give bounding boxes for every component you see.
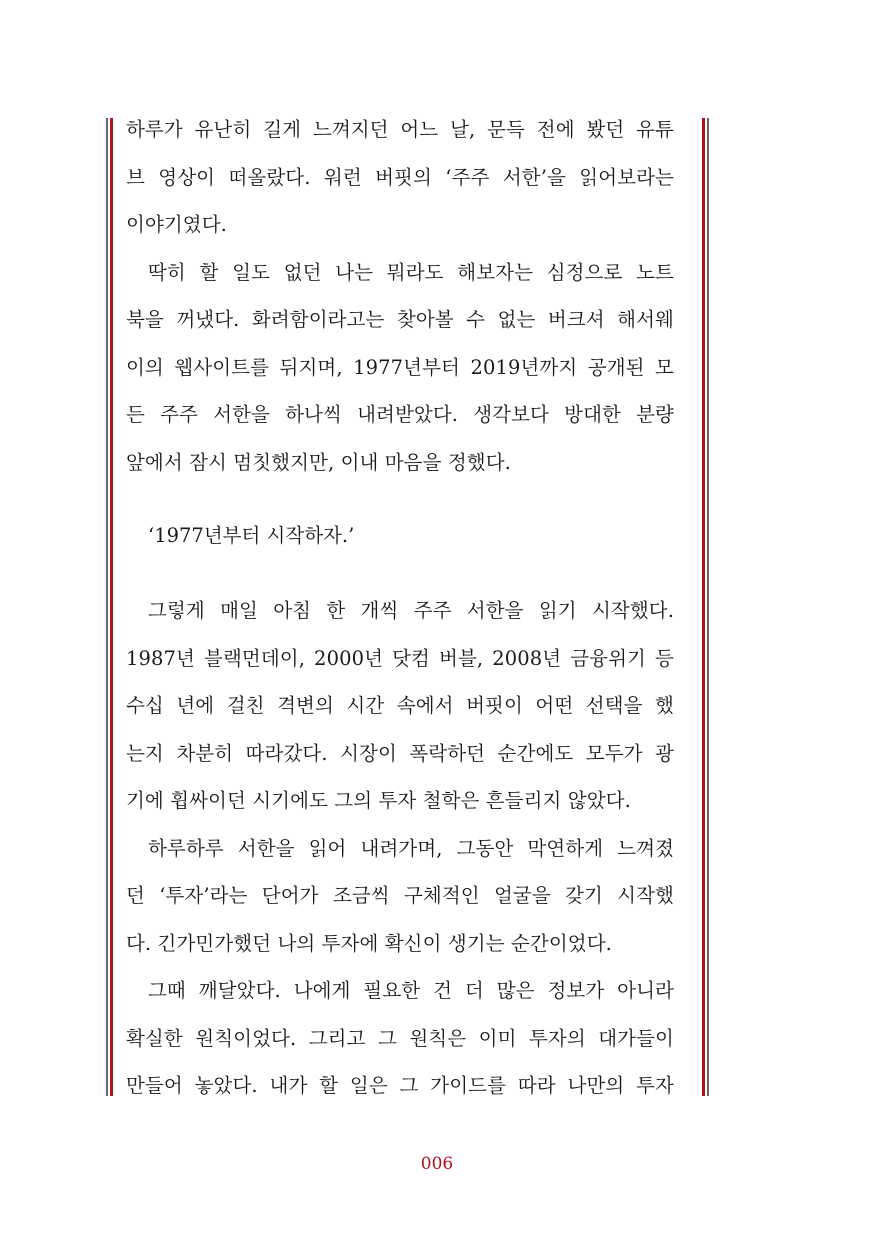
paragraph-line: 이의 웹사이트를 뒤지며, 1977년부터 2019년까지 공개된 모 xyxy=(126,355,674,379)
paragraph-line: 그때 깨달았다. 나에게 필요한 건 더 많은 정보가 아니라 xyxy=(148,979,674,1002)
paragraph-line: 는지 차분히 따라갔다. 시장이 폭락하던 순간에도 모두가 광 xyxy=(126,741,674,765)
paragraph-line: 이야기였다. xyxy=(126,213,227,236)
paragraph-line: 브 영상이 떠올랐다. 워런 버핏의 ‘주주 서한’을 읽어보라는 xyxy=(126,165,674,189)
right-rule-gray-line xyxy=(707,118,709,1096)
paragraph-line: 딱히 할 일도 없던 나는 뭐라도 해보자는 심정으로 노트 xyxy=(148,260,674,284)
left-margin-rule xyxy=(106,118,114,1096)
paragraph-line: 북을 꺼냈다. 화려함이라고는 찾아볼 수 없는 버크셔 해서웨 xyxy=(126,308,674,331)
paragraph-line: 그렇게 매일 아침 한 개씩 주주 서한을 읽기 시작했다. xyxy=(148,599,674,622)
right-rule-red-line xyxy=(702,118,705,1096)
paragraph-line: 하루하루 서한을 읽어 내려가며, 그동안 막연하게 느껴졌 xyxy=(148,836,674,860)
paragraph-line: 던 ‘투자’라는 단어가 조금씩 구체적인 얼굴을 갖기 시작했 xyxy=(126,884,674,907)
paragraph-line: 수십 년에 걸친 격변의 시간 속에서 버핏이 어떤 선택을 했 xyxy=(126,694,674,717)
paragraph-5 xyxy=(126,967,674,1110)
page-number: 006 xyxy=(420,1154,454,1174)
right-margin-rule xyxy=(702,118,710,1096)
paragraph-line: 만들어 놓았다. 내가 할 일은 그 가이드를 따라 나만의 투자 xyxy=(126,1074,674,1097)
left-rule-gray-line xyxy=(106,118,108,1096)
paragraph-line: 다. 긴가민가했던 나의 투자에 확신이 생기는 순간이었다. xyxy=(126,931,612,955)
quote-line: ‘1977년부터 시작하자.’ xyxy=(148,524,355,547)
left-rule-red-line xyxy=(110,118,113,1096)
paragraph-4 xyxy=(126,825,674,968)
paragraph-2 xyxy=(126,249,674,487)
paragraph-1 xyxy=(126,106,674,249)
paragraph-line: 확실한 원칙이었다. 그리고 그 원칙은 이미 투자의 대가들이 xyxy=(126,1026,674,1050)
paragraph-line: 기에 휩싸이던 시기에도 그의 투자 철학은 흔들리지 않았다. xyxy=(126,789,631,812)
paragraph-line: 1987년 블랙먼데이, 2000년 닷컴 버블, 2008년 금융위기 등 xyxy=(126,646,674,670)
paragraph-line: 든 주주 서한을 하나씩 내려받았다. 생각보다 방대한 분량 xyxy=(126,403,674,426)
paragraph-3 xyxy=(126,587,674,825)
paragraph-line: 하루가 유난히 길게 느껴지던 어느 날, 문득 전에 봤던 유튜 xyxy=(126,118,674,141)
paragraph-line: 앞에서 잠시 멈칫했지만, 이내 마음을 정했다. xyxy=(126,450,511,474)
